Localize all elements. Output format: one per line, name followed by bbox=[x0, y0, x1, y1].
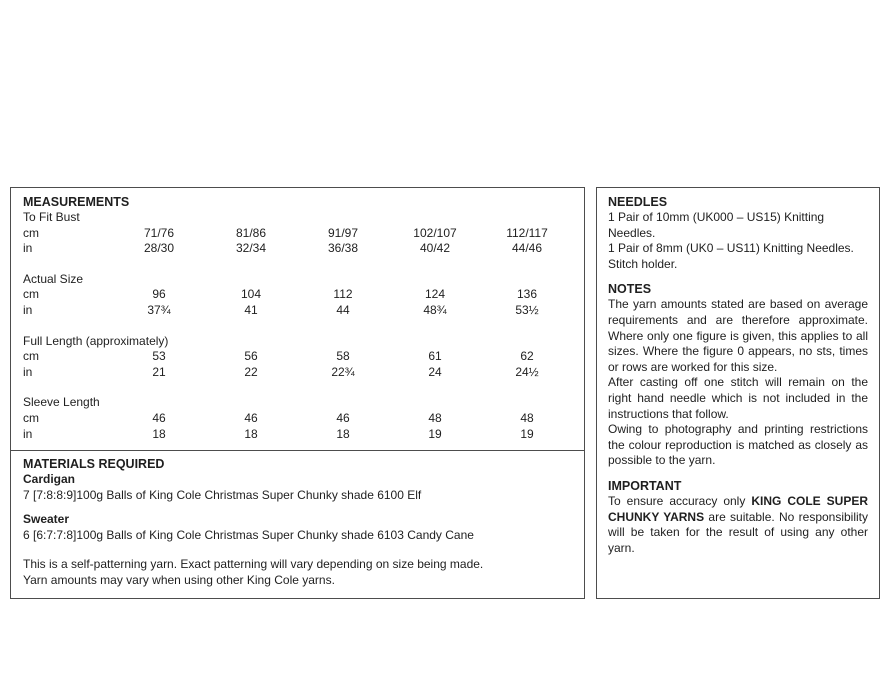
table-cell: 104 bbox=[240, 287, 262, 302]
materials-section bbox=[11, 450, 584, 589]
table-cell: 124 bbox=[424, 287, 446, 302]
notes-paragraph: Owing to photography and printing restrictions the colour reproduction is matched as closely as possible to the yarn. bbox=[608, 422, 868, 468]
table-cell: 96 bbox=[152, 287, 166, 302]
table-cell: 53½ bbox=[515, 302, 539, 317]
measurements-section bbox=[11, 188, 584, 450]
table-cell: 44/46 bbox=[511, 241, 543, 256]
garment-name: Sweater bbox=[23, 512, 70, 527]
needles-item: 1 Pair of 8mm (UK0 – US11) Knitting Needles. bbox=[608, 241, 854, 256]
materials-note-line: This is a self-patterning yarn. Exact patterning will vary depending on size being made. bbox=[23, 557, 484, 572]
needles-notes-panel bbox=[596, 187, 880, 599]
table-cell: 46 bbox=[336, 410, 350, 425]
table-cell: 18 bbox=[152, 426, 166, 441]
table-cell: 46 bbox=[152, 410, 166, 425]
needles-item: Stitch holder. bbox=[608, 256, 678, 271]
table-cell: 21 bbox=[152, 364, 166, 379]
materials-note-line: Yarn amounts may vary when using other King Cole yarns. bbox=[23, 572, 335, 587]
unit-label: cm bbox=[23, 225, 39, 240]
materials-notes bbox=[23, 557, 572, 588]
unit-label: cm bbox=[23, 287, 39, 302]
table-cell: 61 bbox=[428, 349, 442, 364]
table-row bbox=[23, 349, 572, 365]
table-row bbox=[23, 427, 572, 443]
table-cell: 48 bbox=[520, 410, 534, 425]
table-cell: 37¾ bbox=[147, 302, 171, 317]
yarn-requirement: 6 [6:7:7:8]100g Balls of King Cole Christmas Super Chunky shade 6103 Candy Cane bbox=[23, 527, 474, 542]
table-row bbox=[23, 241, 572, 257]
table-cell: 136 bbox=[516, 287, 538, 302]
table-cell: 53 bbox=[152, 349, 166, 364]
measurement-group-full-length bbox=[23, 334, 572, 381]
group-label: Actual Size bbox=[23, 271, 84, 286]
measurements-materials-panel bbox=[10, 187, 585, 599]
important-text-post: are suitable. No responsibility will be taken for the result of using any other yarn. bbox=[608, 509, 869, 555]
materials-item-cardigan bbox=[23, 472, 572, 503]
table-cell: 19 bbox=[520, 426, 534, 441]
table-cell: 24½ bbox=[515, 364, 539, 379]
yarn-requirement: 7 [7:8:8:9]100g Balls of King Cole Christmas Super Chunky shade 6100 Elf bbox=[23, 487, 422, 502]
notes-paragraph: The yarn amounts stated are based on average requirements and are therefore approximate. Where only one figure is given, this applies to all sizes. Where the figure 0 appears, no sts, times or rows are worked for this size. bbox=[608, 297, 868, 374]
notes-title: NOTES bbox=[608, 282, 652, 297]
needles-title: NEEDLES bbox=[608, 195, 668, 209]
table-row bbox=[23, 411, 572, 427]
important-text-bold: KING COLE SUPER CHUNKY YARNS bbox=[608, 493, 868, 524]
measurement-group-sleeve-length bbox=[23, 395, 572, 442]
unit-label: in bbox=[23, 302, 33, 317]
important-text-pre: To ensure accuracy only bbox=[608, 493, 752, 508]
table-row bbox=[23, 226, 572, 242]
needles-section bbox=[608, 194, 868, 272]
table-row bbox=[23, 365, 572, 381]
table-cell: 18 bbox=[244, 426, 258, 441]
table-cell: 44 bbox=[336, 302, 350, 317]
important-title: IMPORTANT bbox=[608, 478, 682, 493]
table-cell: 22 bbox=[244, 364, 258, 379]
table-cell: 112 bbox=[333, 287, 353, 302]
table-cell: 112/117 bbox=[506, 225, 548, 240]
table-cell: 19 bbox=[428, 426, 442, 441]
unit-label: in bbox=[23, 426, 33, 441]
table-cell: 91/97 bbox=[327, 225, 359, 240]
table-cell: 58 bbox=[336, 349, 350, 364]
measurement-group-to-fit-bust bbox=[23, 210, 572, 257]
table-cell: 24 bbox=[428, 364, 442, 379]
important-text bbox=[608, 494, 868, 556]
table-row bbox=[23, 287, 572, 303]
measurement-group-actual-size bbox=[23, 272, 572, 319]
table-cell: 28/30 bbox=[143, 241, 175, 256]
table-cell: 18 bbox=[336, 426, 350, 441]
table-cell: 41 bbox=[244, 302, 258, 317]
unit-label: in bbox=[23, 241, 33, 256]
table-cell: 56 bbox=[244, 349, 258, 364]
materials-item-sweater bbox=[23, 512, 572, 543]
notes-section bbox=[608, 281, 868, 469]
table-cell: 81/86 bbox=[235, 225, 267, 240]
garment-name: Cardigan bbox=[23, 472, 76, 486]
group-label: To Fit Bust bbox=[23, 210, 80, 224]
table-row bbox=[23, 303, 572, 319]
needles-item: 1 Pair of 10mm (UK000 – US15) Knitting Needles. bbox=[608, 210, 825, 240]
important-section bbox=[608, 478, 868, 556]
table-cell: 48¾ bbox=[423, 302, 447, 317]
unit-label: in bbox=[23, 364, 33, 379]
table-cell: 46 bbox=[244, 410, 258, 425]
table-cell: 102/107 bbox=[413, 225, 457, 240]
group-label: Sleeve Length bbox=[23, 395, 100, 410]
table-cell: 48 bbox=[428, 410, 442, 425]
unit-label: cm bbox=[23, 410, 39, 425]
materials-title: MATERIALS REQUIRED bbox=[23, 457, 165, 471]
unit-label: cm bbox=[23, 349, 39, 364]
table-cell: 71/76 bbox=[143, 225, 175, 240]
table-cell: 40/42 bbox=[419, 241, 451, 256]
group-label: Full Length (approximately) bbox=[23, 333, 169, 348]
notes-paragraph: After casting off one stitch will remain on the right hand needle which is not included in the instructions that follow. bbox=[608, 375, 868, 421]
table-cell: 36/38 bbox=[327, 241, 359, 256]
table-cell: 22¾ bbox=[331, 364, 355, 379]
table-cell: 62 bbox=[520, 349, 534, 364]
measurements-title: MEASUREMENTS bbox=[23, 195, 130, 209]
table-cell: 32/34 bbox=[235, 241, 267, 256]
